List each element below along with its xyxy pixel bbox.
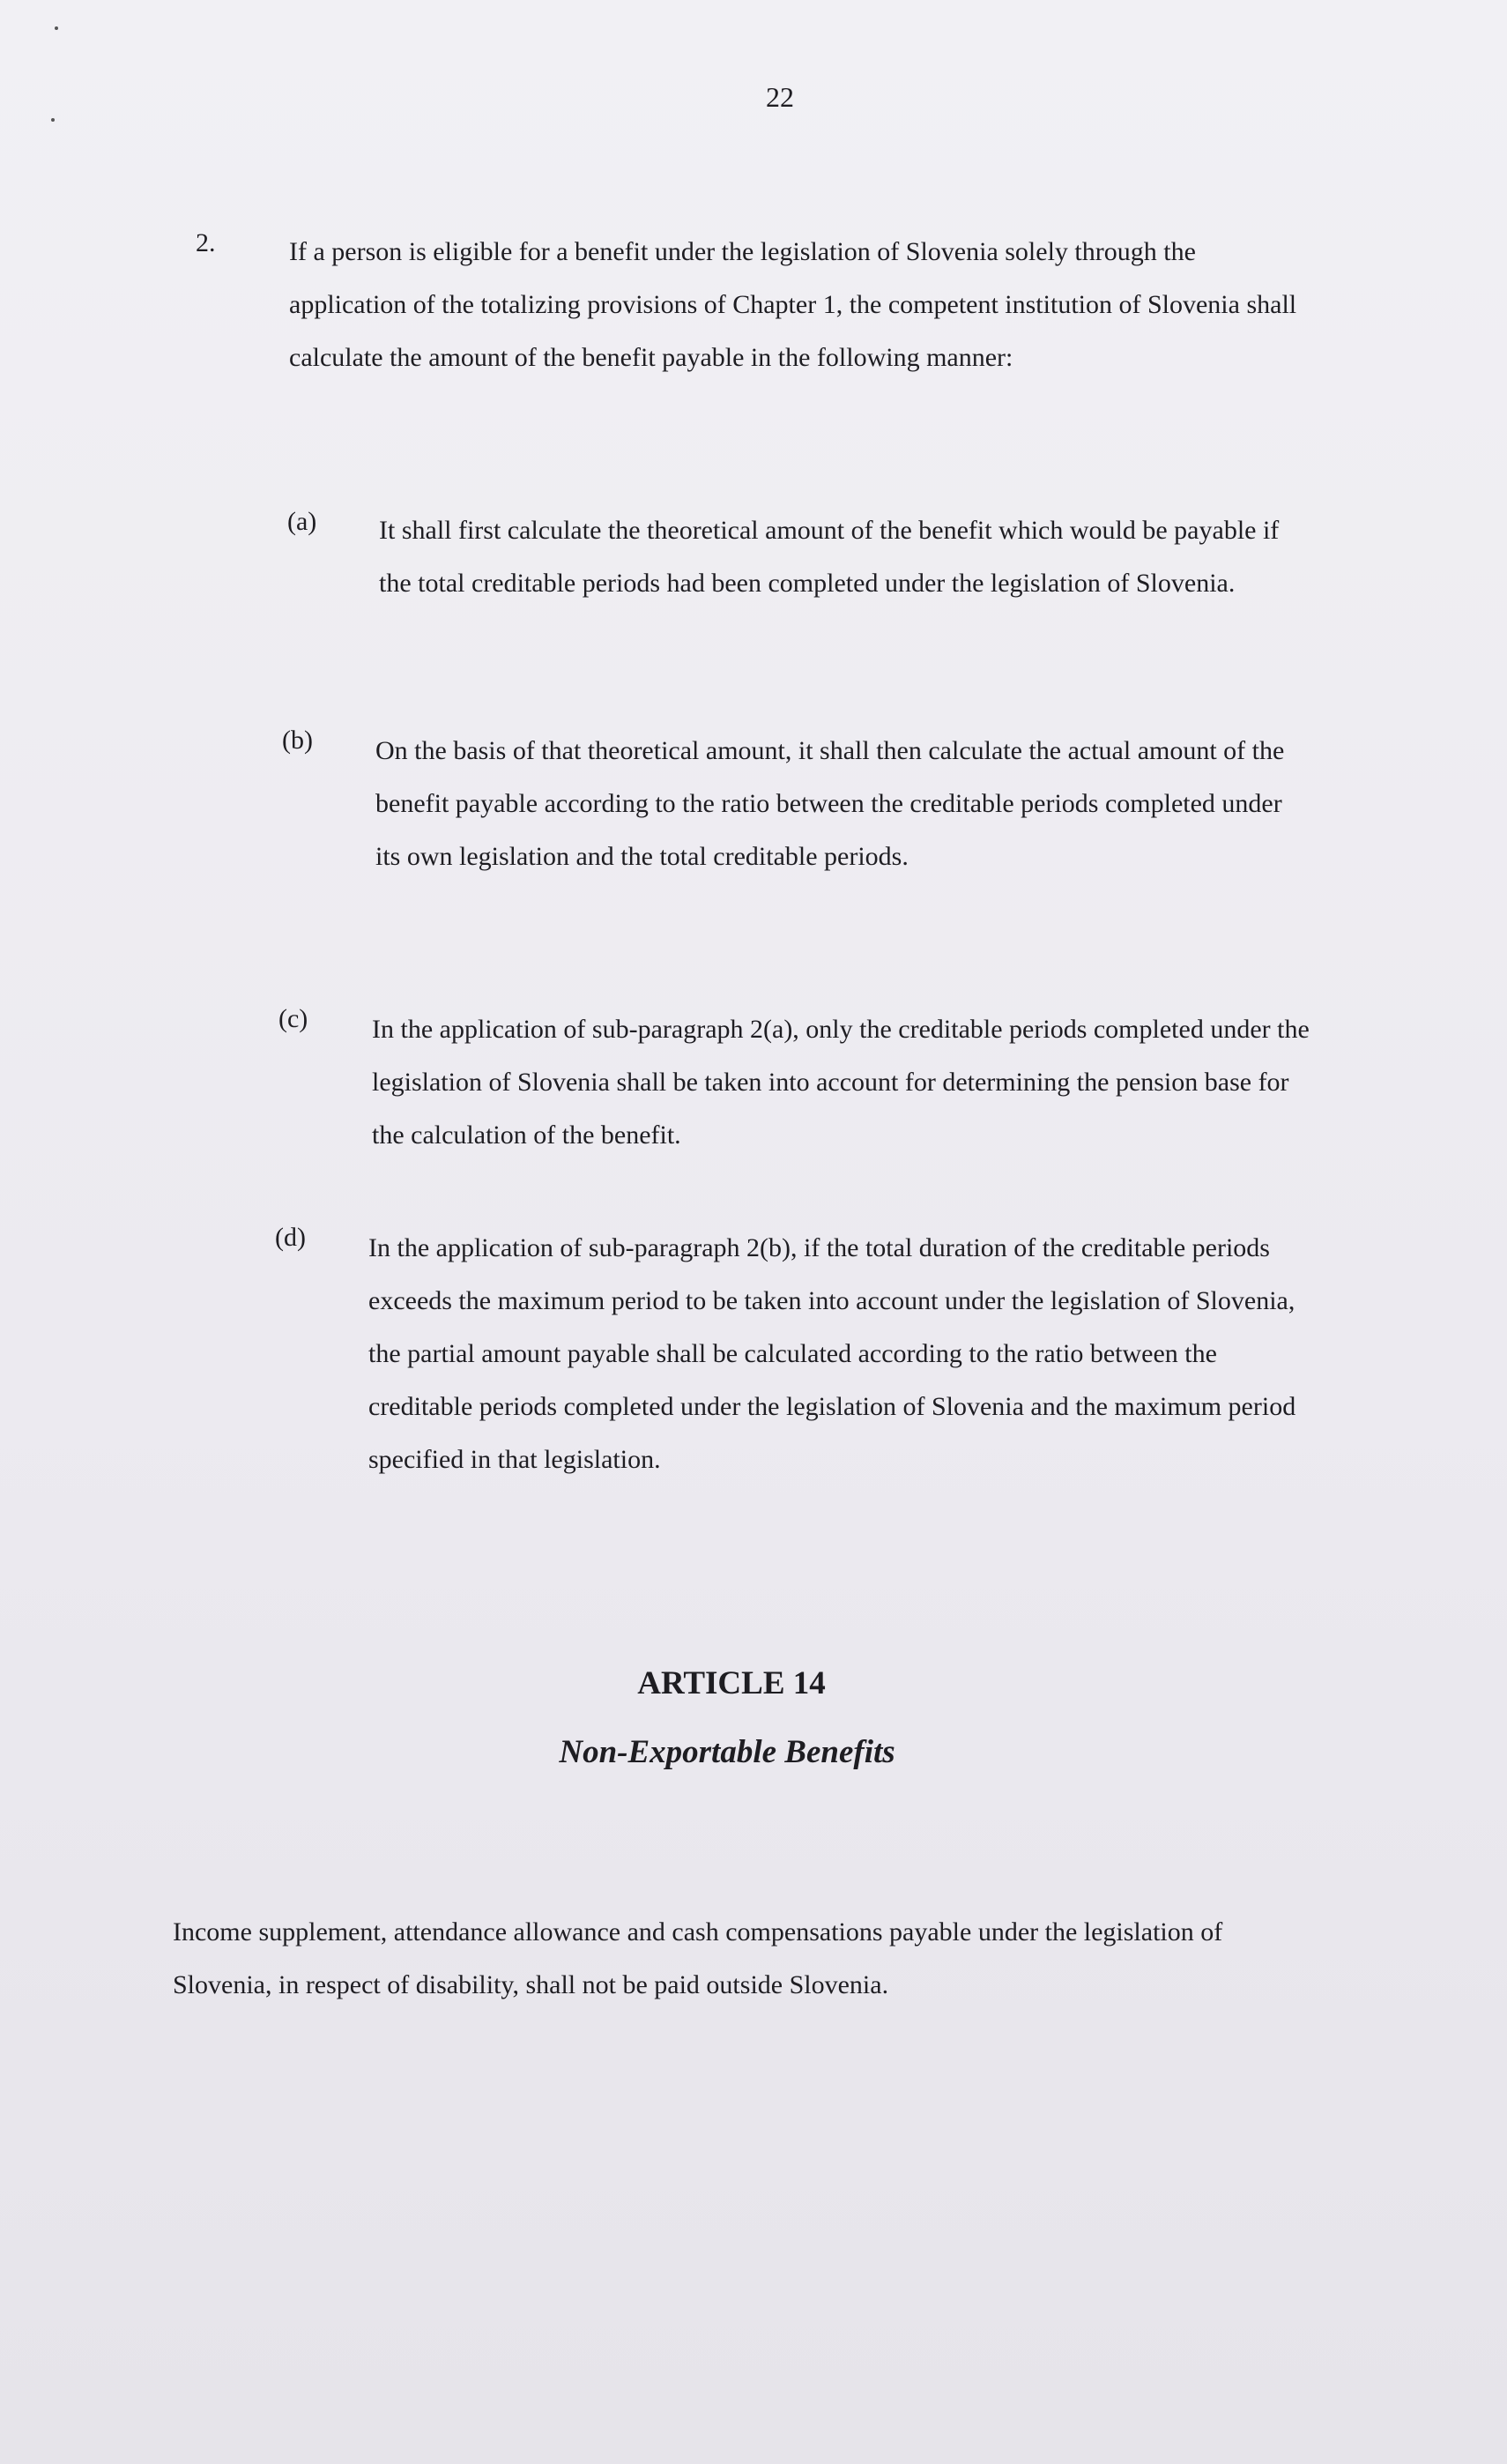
scan-speck <box>55 26 58 30</box>
article-heading: ARTICLE 14 <box>637 1665 826 1701</box>
subparagraph-c-text: In the application of sub-paragraph 2(a), only the creditable periods completed under the legislation of Slovenia shall be taken into account for determining the pension base for the calculation of the benefit. <box>372 1015 1310 1150</box>
subparagraph-a-text: It shall first calculate the theoretical amount of the benefit which would be payable if the total creditable periods had been completed under the legislation of Slovenia. <box>379 516 1280 598</box>
subparagraph-label-d: (d) <box>275 1223 306 1252</box>
subparagraph-b-text: On the basis of that theoretical amount, it shall then calculate the actual amount of the benefit payable according to the ratio between the creditable periods completed under its own legislation and the total creditable periods. <box>375 736 1285 871</box>
subparagraph-label-a: (a) <box>287 507 317 536</box>
subparagraph-label-b: (b) <box>282 726 313 755</box>
article-14-text: Income supplement, attendance allowance and cash compensations payable under the legislation of Slovenia, in respect of disability, shall not be paid outside Slovenia. <box>173 1917 1223 1999</box>
scan-speck <box>51 118 55 122</box>
subparagraph-label-c: (c) <box>278 1004 308 1033</box>
page-number: 22 <box>766 81 794 113</box>
subparagraph-d-text: In the application of sub-paragraph 2(b), if the total duration of the creditable periods exceeds the maximum period to be taken into account under the legislation of Slovenia, the partial amount payable shall be calculated according to the ratio between the creditable periods completed under the legislation of Slovenia and the maximum period specified in that legislation. <box>368 1233 1296 1474</box>
paragraph-number: 2. <box>196 228 216 257</box>
paragraph-2-text: If a person is eligible for a benefit under the legislation of Slovenia solely through the application of the totalizing provisions of Chapter 1, the competent institution of Slovenia shall calculate the amount of the benefit payable in the following manner: <box>289 237 1297 372</box>
article-subtitle: Non-Exportable Benefits <box>559 1734 895 1770</box>
